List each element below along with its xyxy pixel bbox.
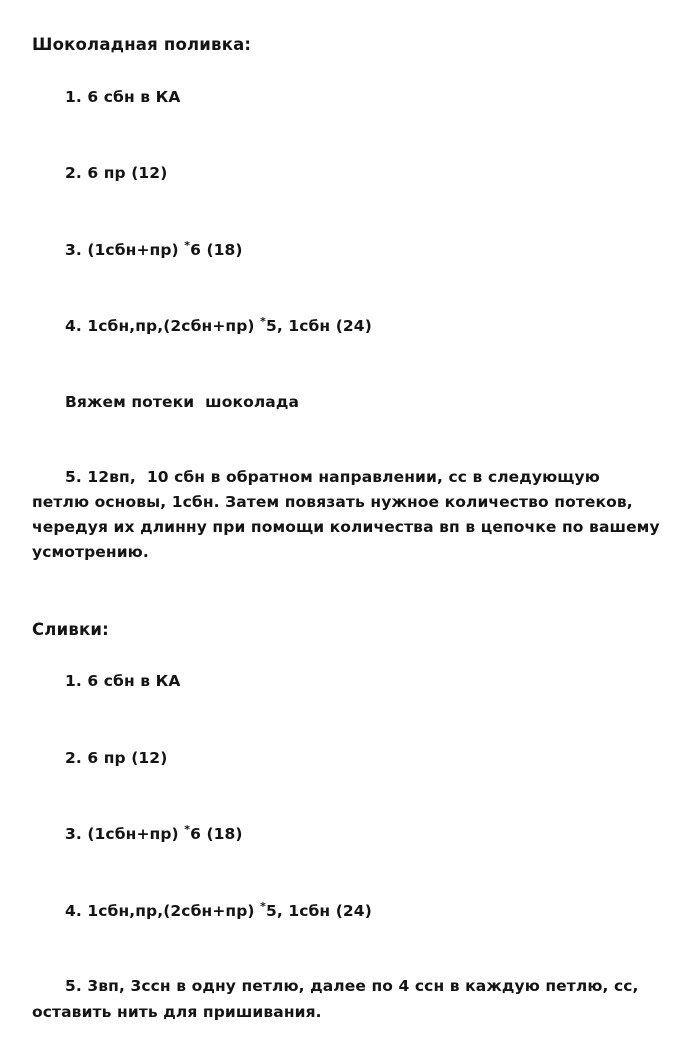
- instruction-line: [32, 288, 662, 364]
- instruction-text: 2. 6 пр (12): [64, 164, 168, 183]
- instruction-text-cont: 5, 1сбн (24): [265, 317, 372, 336]
- section-divider: [32, 591, 662, 617]
- section-cream: [32, 617, 662, 1050]
- asterisk-marker: *: [260, 315, 266, 329]
- instruction-text: 3. (1сбн+пр): [64, 825, 185, 844]
- instruction-line: [32, 720, 662, 796]
- instruction-paragraph: [32, 440, 666, 591]
- instruction-text: 5. 12вп, 10 сбн в обратном направлении, сс в следующую петлю основы, 1сбн. Затем повязать нужное количество потеков, чередуя их длинну при помощи количества вп в цепочке по вашему усмотрению.: [32, 468, 666, 562]
- instruction-text-cont: 6 (18): [190, 825, 243, 844]
- instruction-text: 4. 1сбн,пр,(2сбн+пр): [64, 902, 261, 921]
- instruction-line: [32, 643, 662, 719]
- instruction-text: Вяжем потеки шоколада: [64, 392, 300, 411]
- instruction-text: 2. 6 пр (12): [64, 749, 168, 768]
- section-chocolate-glaze: [32, 32, 666, 591]
- instruction-text: 5. 3вп, 3ссн в одну петлю, далее по 4 ссн в каждую петлю, сс, оставить нить для пришивания.: [32, 977, 645, 1021]
- instruction-line: [32, 212, 662, 288]
- section-heading: Шоколадная поливка:: [32, 35, 252, 54]
- instruction-line: [32, 59, 662, 135]
- instruction-note: [32, 365, 662, 440]
- asterisk-marker: *: [184, 823, 191, 837]
- instruction-text: 3. (1сбн+пр): [64, 240, 185, 259]
- asterisk-marker: *: [260, 899, 266, 913]
- instruction-text: 1. 6 сбн в КА: [64, 672, 181, 691]
- instruction-text: 4. 1сбн,пр,(2сбн+пр): [64, 317, 261, 336]
- instruction-paragraph: [32, 949, 662, 1049]
- instruction-text-cont: 5, 1сбн (24): [265, 902, 372, 921]
- instruction-text: 1. 6 сбн в КА: [64, 87, 181, 106]
- instruction-text-cont: 6 (18): [190, 240, 243, 259]
- section-heading: Сливки:: [32, 619, 109, 639]
- asterisk-marker: *: [184, 238, 191, 252]
- instruction-line: [32, 873, 662, 949]
- instruction-line: [32, 135, 662, 211]
- instruction-line: [32, 796, 662, 872]
